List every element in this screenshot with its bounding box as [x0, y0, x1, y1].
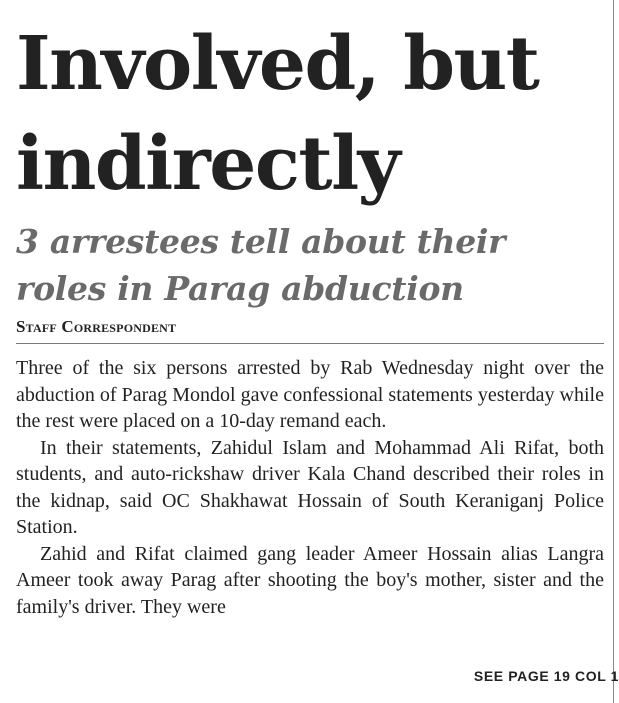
continuation-reference: SEE PAGE 19 COL 1 [473, 668, 619, 684]
column-rule [613, 0, 614, 703]
headline [16, 14, 604, 214]
headline-line: indirectly [16, 121, 400, 207]
paragraph: Zahid and Rifat claimed gang leader Ameer Hossain alias Langra Ameer took away Parag after shooting the boy's mother, sister and the family's driver. They were [16, 542, 604, 618]
news-article [16, 14, 604, 620]
paragraph: Three of the six persons arrested by Rab Wednesday night over the abduction of Parag Mondol gave confessional statements yesterday while the rest were placed on a 10-day remand each. [16, 357, 604, 432]
byline: Staff Correspondent [16, 317, 177, 336]
paragraph: In their statements, Zahidul Islam and Mohammad Ali Rifat, both students, and auto-rickshaw driver Kala Chand described their roles in the kidnap, said OC Shakhawat Hossain of South Keraniganj Police Station. [16, 436, 604, 538]
article-body [16, 355, 604, 620]
subheadline-line: roles in Parag abduction [16, 269, 464, 308]
subheadline [16, 218, 604, 312]
headline-line: Involved, but [16, 21, 539, 107]
subheadline-line: 3 arrestees tell about their [16, 222, 506, 261]
byline-divider [16, 343, 604, 344]
